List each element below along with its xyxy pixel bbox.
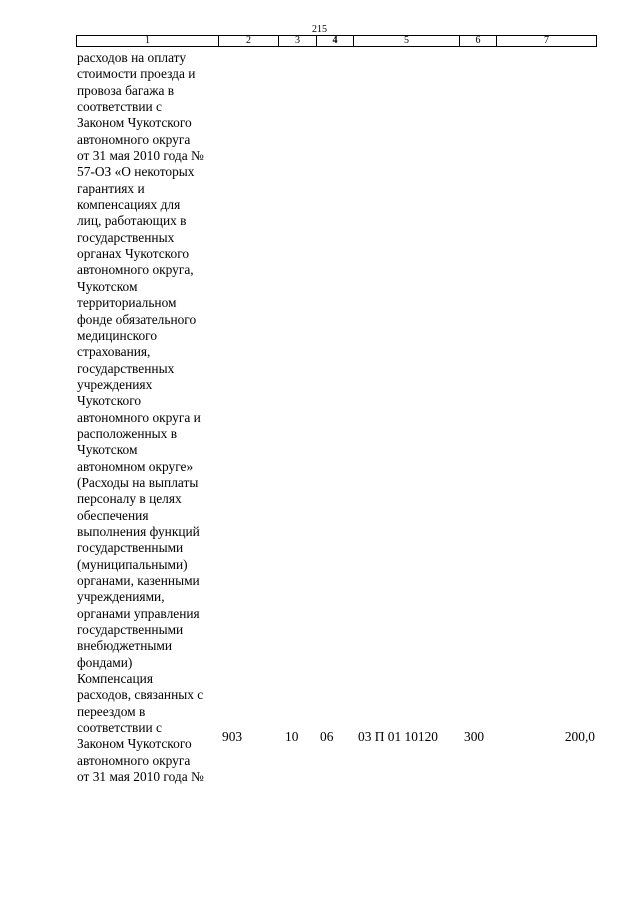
text-line: органах Чукотского bbox=[77, 246, 190, 262]
text-line: фонде обязательного bbox=[77, 311, 197, 327]
row-col-6: 300 bbox=[464, 729, 485, 744]
text-line: Чукотском bbox=[77, 442, 138, 458]
row-name-line: от 31 мая 2010 года № bbox=[77, 769, 204, 785]
row-name-line: автономного округа bbox=[77, 752, 191, 768]
row-col-2: 903 bbox=[222, 729, 243, 744]
text-line: автономного округа bbox=[77, 131, 191, 147]
text-line: расходов на оплату bbox=[77, 50, 187, 65]
text-line: страхования, bbox=[77, 344, 151, 360]
text-line: государственными bbox=[77, 540, 184, 556]
row-name-line: расходов, связанных с bbox=[77, 687, 204, 703]
header-col-3: 3 bbox=[279, 36, 317, 47]
text-line: государственных bbox=[77, 229, 175, 245]
text-line: соответствии с bbox=[77, 99, 162, 115]
text-line: внебюджетными bbox=[77, 638, 173, 654]
row-name-line: переездом в bbox=[77, 703, 146, 719]
text-line: территориальном bbox=[77, 295, 177, 311]
row-col-3: 10 bbox=[285, 729, 299, 744]
text-line: медицинского bbox=[77, 327, 158, 343]
text-line: гарантиях и bbox=[77, 180, 145, 196]
text-line: учреждениях bbox=[77, 376, 153, 392]
text-line: компенсациях для bbox=[77, 197, 181, 213]
header-col-5: 5 bbox=[354, 36, 460, 47]
text-line: от 31 мая 2010 года № bbox=[77, 148, 204, 164]
text-line: (муниципальными) bbox=[77, 556, 188, 572]
row-name-line: Компенсация bbox=[77, 671, 153, 687]
text-line: стоимости проезда и bbox=[77, 66, 196, 82]
column-1-text bbox=[77, 50, 219, 785]
text-line: органами управления bbox=[77, 605, 200, 621]
header-col-2: 2 bbox=[219, 36, 279, 47]
text-line: провоза багажа в bbox=[77, 82, 175, 98]
text-line: органами, казенными bbox=[77, 573, 200, 588]
text-line: учреждениями, bbox=[77, 589, 165, 605]
text-line: государственными bbox=[77, 622, 184, 638]
table-header bbox=[76, 35, 597, 47]
text-line: (Расходы на выплаты bbox=[77, 474, 199, 490]
text-line: расположенных в bbox=[77, 425, 178, 441]
text-line: Законом Чукотского bbox=[77, 115, 192, 131]
header-col-7: 7 bbox=[497, 36, 597, 47]
header-col-1: 1 bbox=[77, 36, 219, 47]
text-line: персоналу в целях bbox=[77, 491, 182, 507]
text-line: лиц, работающих в bbox=[77, 213, 187, 229]
text-line: автономном округе» bbox=[77, 458, 194, 474]
text-line: выполнения функций bbox=[77, 523, 200, 539]
page-number: 215 bbox=[312, 24, 327, 35]
row-col-7: 200,0 bbox=[564, 729, 595, 744]
text-line: обеспечения bbox=[77, 507, 149, 523]
header-col-6: 6 bbox=[460, 36, 497, 47]
text-line: 57-ОЗ «О некоторых bbox=[77, 164, 195, 180]
text-line: Чукотском bbox=[77, 278, 138, 294]
text-line: государственных bbox=[77, 360, 175, 376]
header-col-4: 4 bbox=[317, 36, 354, 47]
text-line: фондами) bbox=[77, 654, 133, 670]
row-name-line: соответствии с bbox=[77, 720, 162, 736]
row-col-4: 06 bbox=[320, 729, 334, 744]
row-name-line: Законом Чукотского bbox=[77, 736, 192, 752]
text-line: автономного округа, bbox=[77, 262, 194, 278]
row-col-5: 03 П 01 10120 bbox=[358, 729, 438, 744]
text-line: автономного округа и bbox=[77, 409, 201, 425]
text-line: Чукотского bbox=[77, 393, 142, 409]
